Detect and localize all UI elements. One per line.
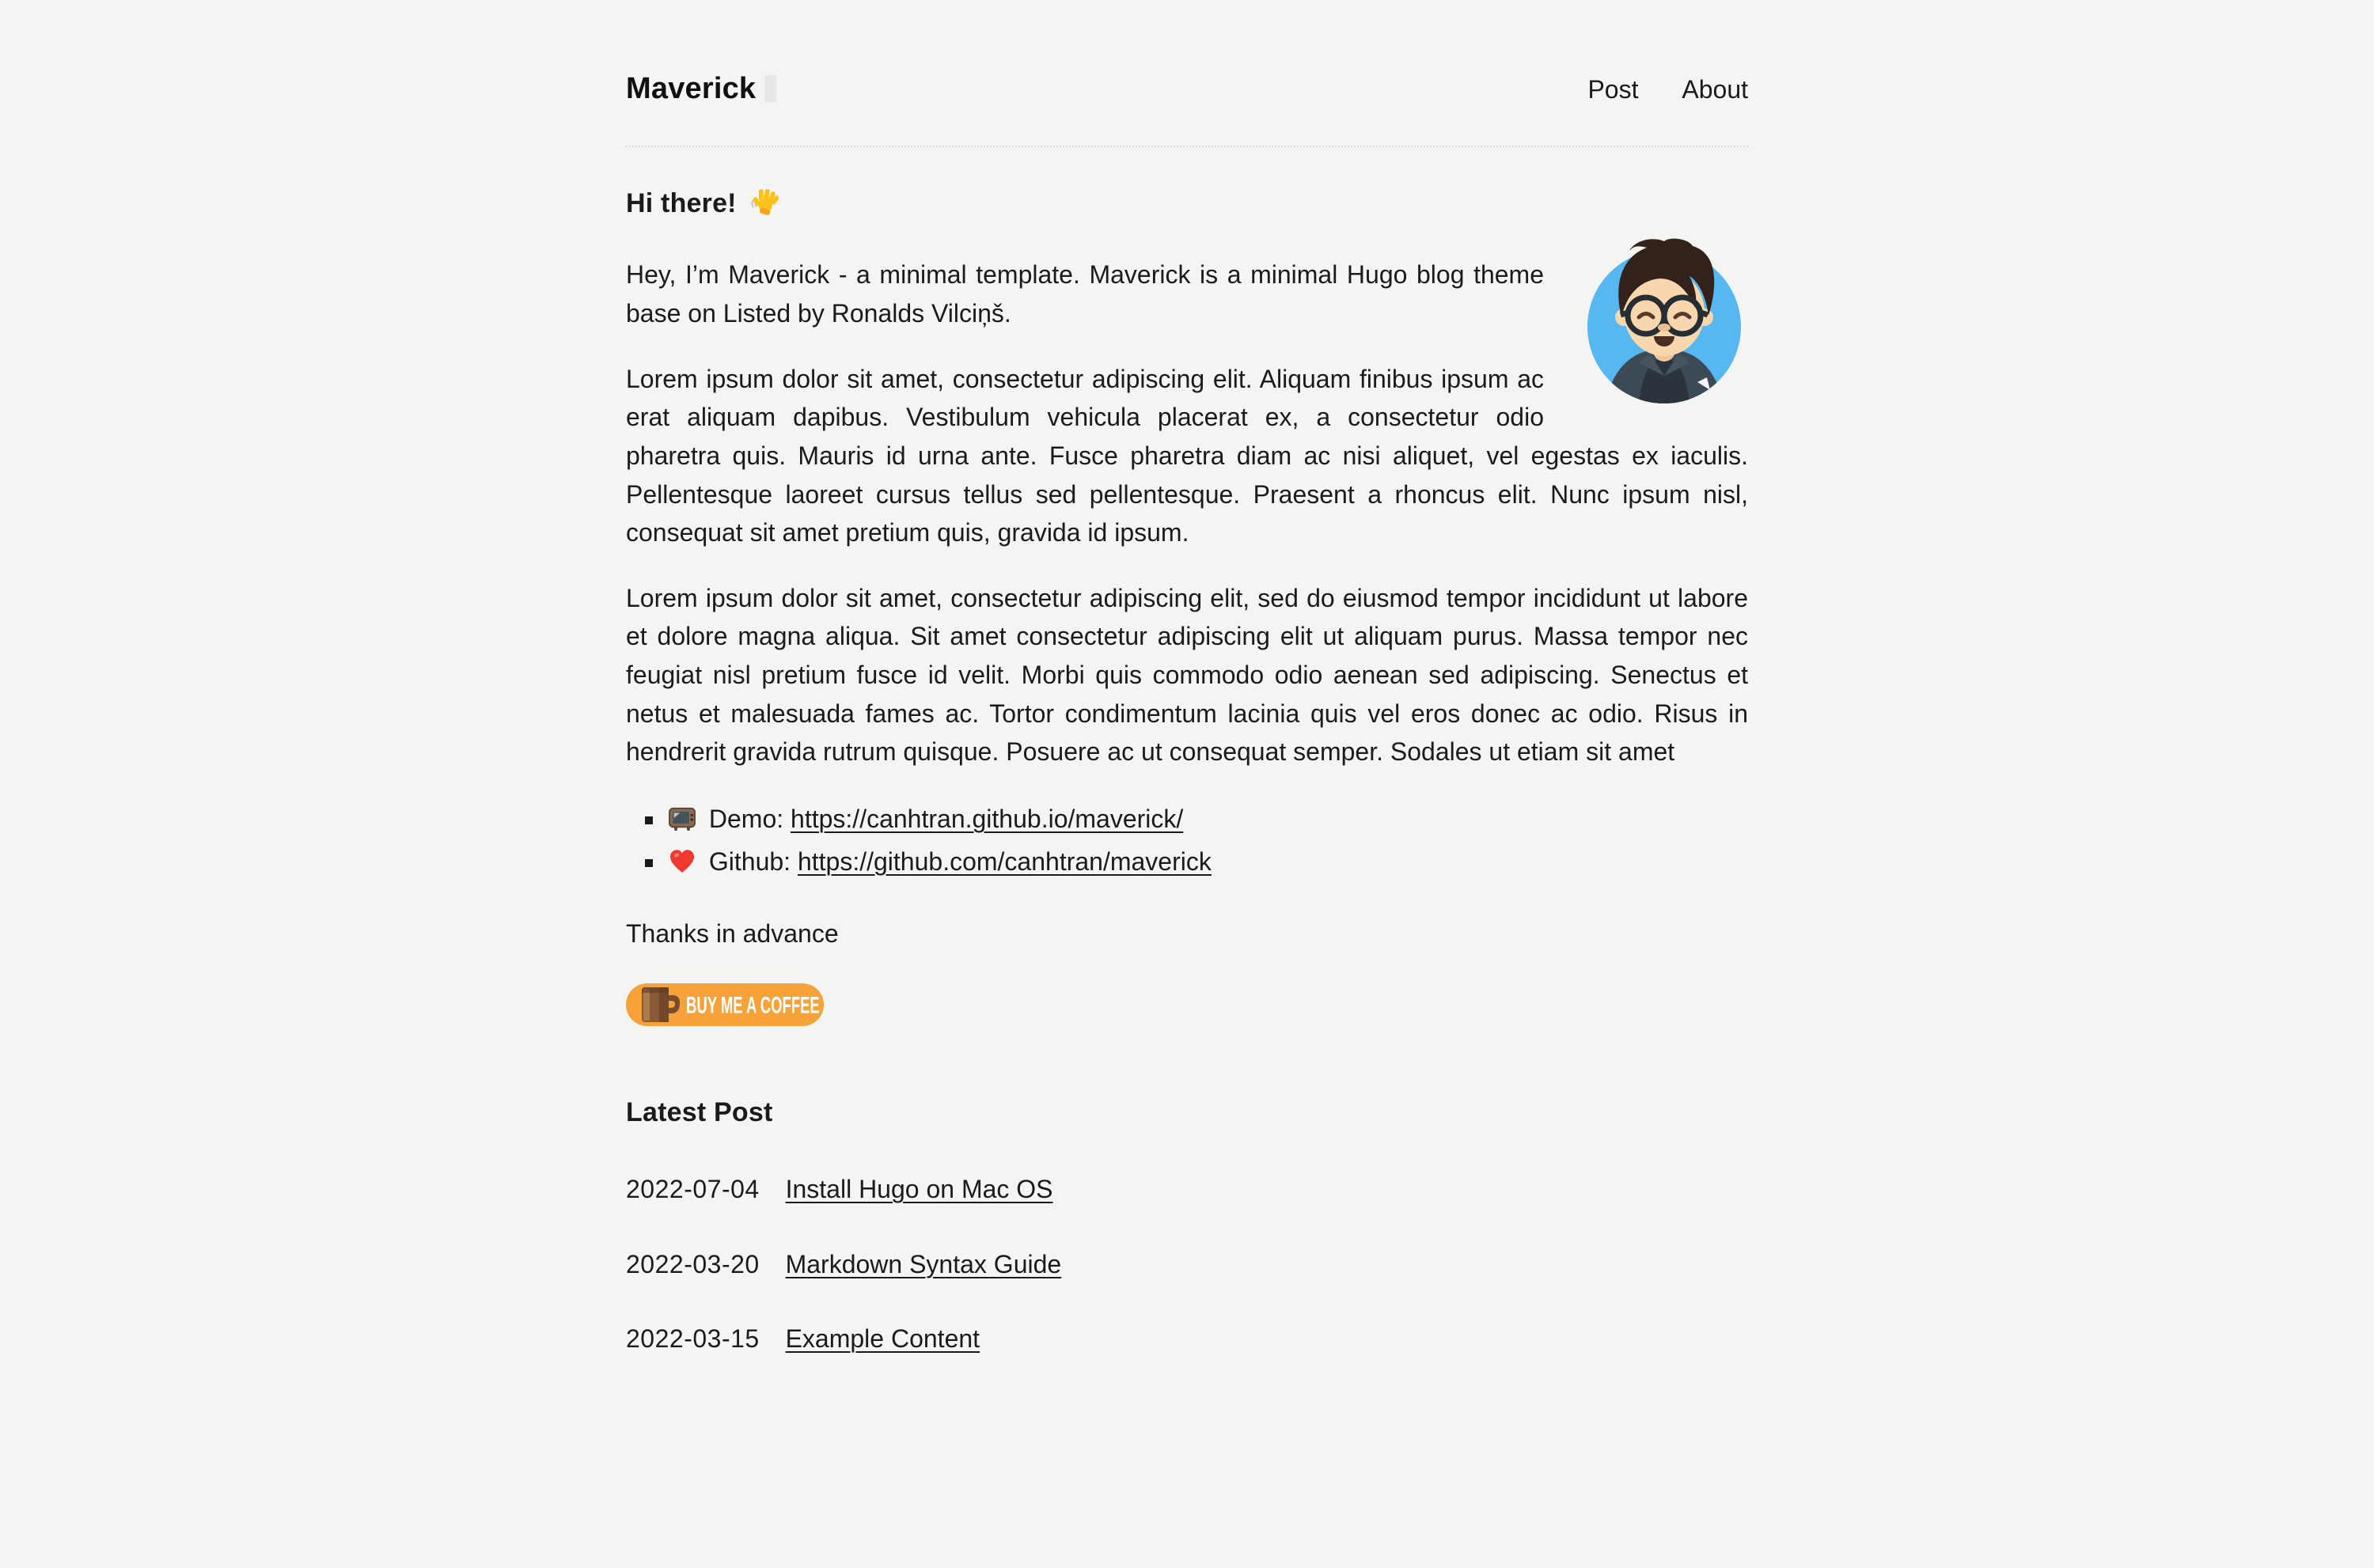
site-nav	[1551, 70, 1748, 109]
github-label: Github:	[708, 846, 791, 876]
greeting-text: Hi there!	[626, 187, 737, 218]
paragraph-intro: Hey, I’m Maverick - a minimal template. Maverick is a minimal Hugo blog theme base on Listed by Ronalds Vilciņš.	[626, 260, 1544, 328]
paragraph-lorem-2: Lorem ipsum dolor sit amet, consectetur adipiscing elit, sed do eiusmod tempor incididunt ut labore et dolore magna aliqua. Sit amet consectetur adipiscing elit ut aliquam purus. Massa tempor nec feugiat nisl pretium fusce id velit. Morbi quis commodo odio aenean sed adipiscing. Senectus et netus et malesuada fames ac. Tortor condimentum lacinia quis vel eros donec ac odio. Risus in hendrerit gravida rutrum quisque. Posuere ac ut consequat semper. Sodales ut etiam sit amet	[626, 583, 1748, 767]
post-date: 2022-07-04	[626, 1175, 760, 1204]
post-link-example-content[interactable]: Example Content	[785, 1324, 980, 1354]
demo-label: Demo:	[708, 804, 784, 833]
coffee-mug-icon	[635, 979, 681, 1030]
waving-hand-icon	[743, 193, 781, 223]
post-link-install-hugo[interactable]: Install Hugo on Mac OS	[785, 1175, 1053, 1204]
thanks-text: Thanks in advance	[626, 919, 839, 949]
buy-me-a-coffee-button[interactable]	[626, 983, 824, 1026]
site-title-group	[626, 66, 776, 112]
post-link-markdown-guide[interactable]: Markdown Syntax Guide	[785, 1249, 1062, 1278]
post-row	[626, 1170, 1748, 1209]
tv-icon	[669, 809, 703, 837]
list-item-github	[666, 843, 1748, 885]
nav-item-about[interactable]: About	[1682, 75, 1748, 104]
project-links-list	[626, 800, 1748, 884]
page-container	[626, 0, 1748, 1358]
post-date: 2022-03-20	[626, 1249, 760, 1278]
coffee-label-wrap	[686, 985, 820, 1024]
github-link[interactable]: https://github.com/canhtran/maverick	[797, 846, 1212, 876]
site-title[interactable]: Maverick	[626, 72, 757, 105]
article	[626, 184, 1748, 1358]
latest-post-heading: Latest Post	[626, 1097, 773, 1128]
list-item-demo	[666, 800, 1748, 843]
paragraph-lorem-1: Lorem ipsum dolor sit amet, consectetur adipiscing elit. Aliquam finibus ipsum ac erat aliquam dapibus. Vestibulum vehicula placerat ex, a consectetur odio pharetra quis. Mauris id urna ante. Fusce pharetra diam ac nisi aliquet, vel egestas ex iaculis. Pellentesque laoreet cursus tellus sed pellentesque. Praesent a rhoncus elit. Nunc ipsum nisl, consequat sit amet pretium quis, gravida id ipsum.	[626, 364, 1748, 547]
post-date: 2022-03-15	[626, 1324, 760, 1354]
avatar	[1580, 235, 1748, 404]
greeting-heading	[626, 184, 1748, 229]
post-row	[626, 1320, 1748, 1358]
nav-item-post[interactable]: Post	[1587, 75, 1639, 104]
demo-link[interactable]: https://canhtran.github.io/maverick/	[791, 804, 1184, 833]
cursor-block	[764, 75, 776, 102]
heart-icon	[669, 851, 703, 880]
post-row	[626, 1245, 1748, 1284]
coffee-button-label: BUY ME A COFFEE	[686, 992, 820, 1019]
site-header	[626, 66, 1748, 147]
